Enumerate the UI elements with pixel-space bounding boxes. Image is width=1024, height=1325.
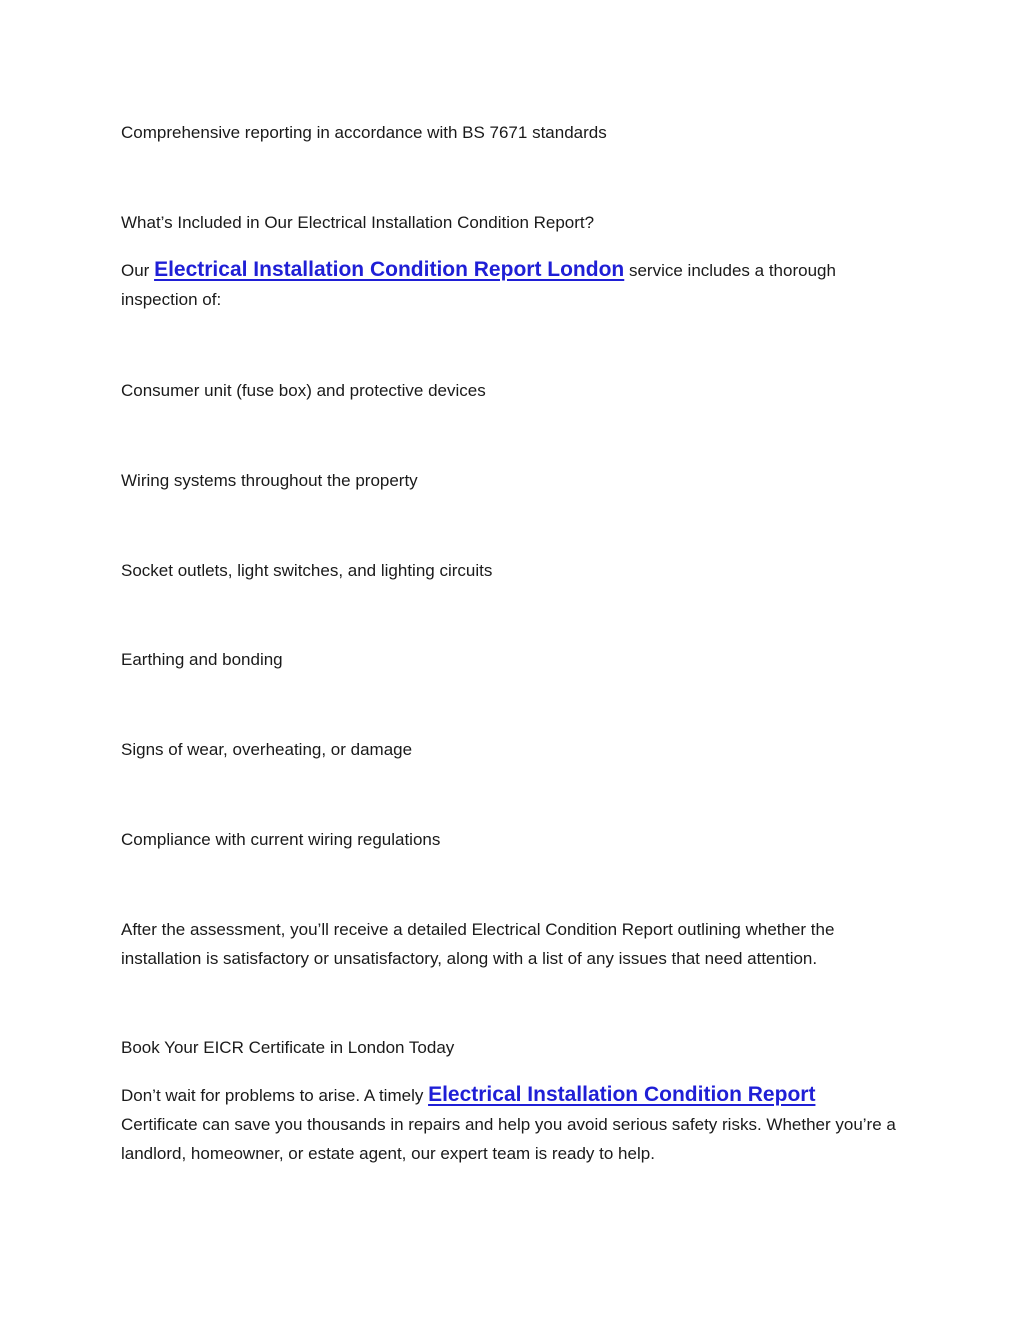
- section-heading-included: What’s Included in Our Electrical Installation Condition Report?: [121, 213, 595, 232]
- section-heading-book: Book Your EICR Certificate in London Today: [121, 1038, 455, 1057]
- inspection-item: Earthing and bonding: [121, 650, 283, 669]
- closing-paragraph: [121, 1080, 896, 1168]
- inspection-item: Compliance with current wiring regulations: [121, 830, 441, 849]
- assessment-paragraph: After the assessment, you’ll receive a detailed Electrical Condition Report outlining whether the installation is satisfactory or unsatisfactory, along with a list of any issues that need attention.: [121, 920, 835, 968]
- service-paragraph-lead: Our: [121, 261, 155, 280]
- eicr-link[interactable]: Electrical Installation Condition Report: [428, 1083, 816, 1106]
- service-paragraph: [121, 255, 851, 314]
- inspection-item: Socket outlets, light switches, and lighting circuits: [121, 561, 493, 580]
- closing-paragraph-lead: Don’t wait for problems to arise. A timely: [121, 1086, 429, 1105]
- service-paragraph-tail: service includes a thorough inspection of:: [121, 261, 836, 309]
- closing-paragraph-tail: Certificate can save you thousands in repairs and help you avoid serious safety risks. Whether you’re a landlord, homeowner, or estate agent, our expert team is ready to help.: [121, 1115, 896, 1163]
- intro-line: Comprehensive reporting in accordance with BS 7671 standards: [121, 123, 607, 142]
- inspection-item: Wiring systems throughout the property: [121, 471, 418, 490]
- inspection-item: Consumer unit (fuse box) and protective devices: [121, 381, 486, 400]
- eicr-london-link[interactable]: Electrical Installation Condition Report London: [154, 258, 625, 281]
- inspection-item: Signs of wear, overheating, or damage: [121, 740, 413, 759]
